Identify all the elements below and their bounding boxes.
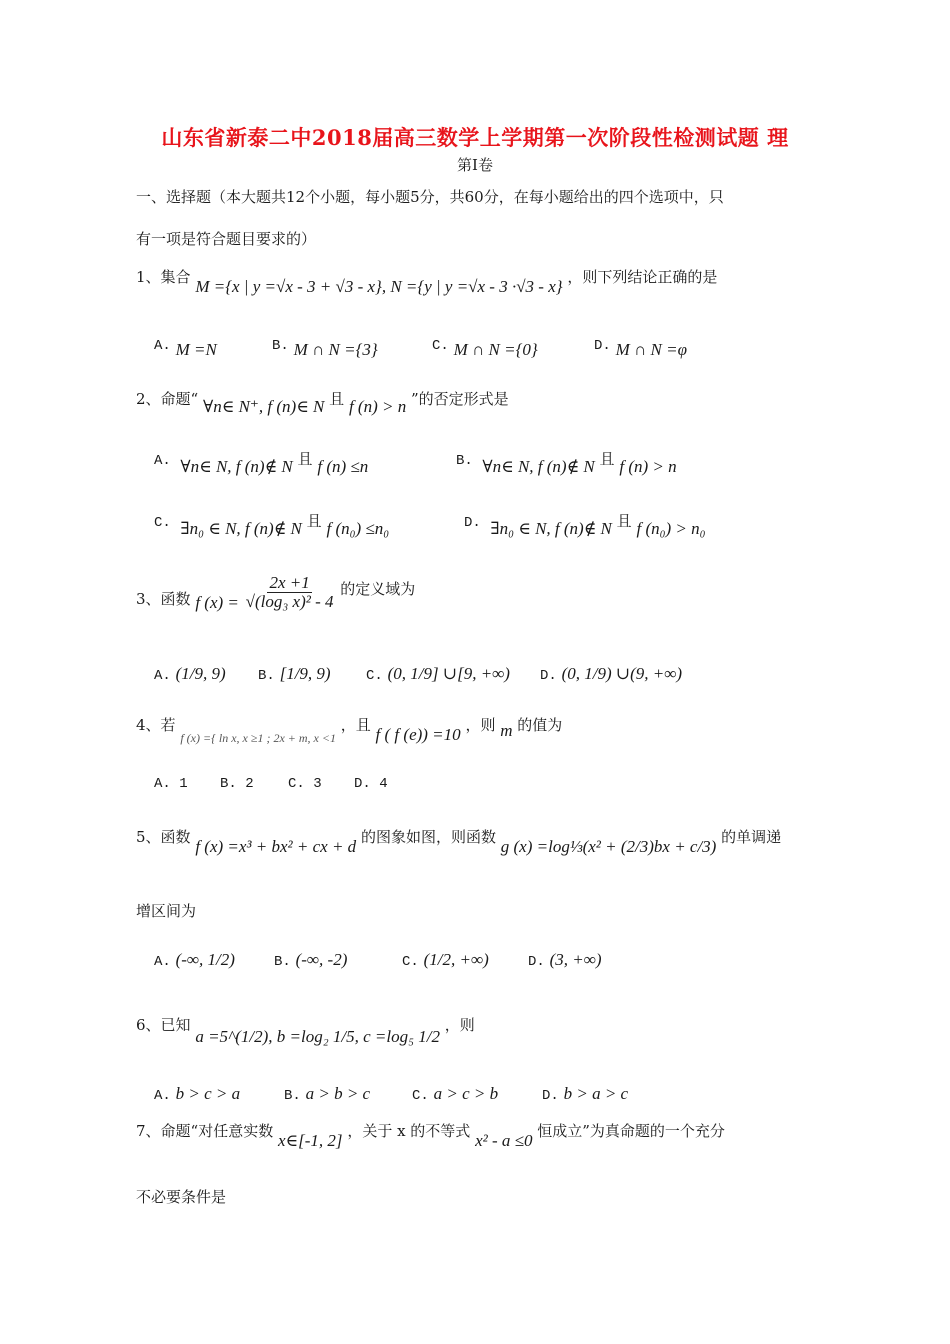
question-7-cont: 不必要条件是 [136, 1188, 227, 1206]
q1-option-b: B. M ∩ N ={3} [272, 338, 378, 359]
q5-option-c: C. (1/2, +∞) [402, 950, 489, 970]
q6-math: a =5^(1/2), b =log₂ 1/5, c =log₅ 1/2 [195, 1027, 440, 1046]
q2-option-d: D. ∃n₀ ∈ N, f (n)∉ N 且 f (n₀) > n₀ [464, 512, 706, 538]
section-instructions: 一、选择题（本大题共12个小题，每小题5分，共60分，在每小题给出的四个选项中，只 [136, 188, 724, 206]
question-4: 4、若 $_{f (x) =\{ ln x, x \ge 1 ; 2x + m, x <1}$ ，且 f ( f (e)) =10 ，则 m 的值为 [136, 716, 563, 745]
q2-math2: f (n) > n [348, 397, 407, 416]
q4-option-b: B. 2 [220, 776, 254, 792]
q1-math: M ={x | y =√x - 3 + √3 - x}, N ={y | y =√x - 3 ·√3 - x} [195, 277, 563, 296]
question-7: 7、命题“对任意实数 x∈[-1, 2] ，关于 x 的不等式 x² - a ≤0 恒成立”为真命题的一个充分 [136, 1122, 725, 1150]
q5-option-d: D. (3, +∞) [528, 950, 602, 970]
q7-math2: x² - a ≤0 [475, 1131, 533, 1150]
q4-option-c: C. 3 [288, 776, 322, 792]
q4-option-d: D. 4 [354, 776, 388, 792]
paper-subtitle: 第Ⅰ卷 [457, 156, 493, 174]
q5-option-b: B. (-∞, -2) [274, 950, 348, 970]
q6-option-d: D. b > a > c [542, 1084, 629, 1104]
q5-option-a: A. (-∞, 1/2) [154, 950, 235, 970]
question-3: 3、函数 f (x) = $\frac{2x +1}{\text{√(log₃ x)² - 4}}$ 的定义域为 [136, 573, 416, 613]
q3-lhs: f (x) = [195, 593, 239, 613]
q3-option-b: B. [1/9, 9) [258, 664, 331, 684]
q1-prefix: 1、集合 [136, 268, 191, 286]
q3-option-d: D. (0, 1/9) ∪(9, +∞) [540, 664, 683, 684]
q3-option-c: C. (0, 1/9] ∪[9, +∞) [366, 664, 510, 684]
q1-option-a: A. M =N [154, 338, 217, 359]
q2-math: ∀n∈ N⁺, f (n)∈ N [203, 397, 325, 416]
question-2: 2、命题“ ∀n∈ N⁺, f (n)∈ N 且 f (n) > n ”的否定形式是 [136, 390, 509, 416]
q5-math2: g (x) =log⅓(x² + (2/3)bx + c/3) [500, 837, 717, 856]
q6-option-b: B. a > b > c [284, 1084, 371, 1104]
q2-option-b: B. ∀n∈ N, f (n)∉ N 且 f (n) > n [456, 450, 677, 476]
q4-math: f ( f (e)) =10 [375, 725, 461, 744]
question-1 [136, 266, 718, 296]
question-5: 5、函数 f (x) =x³ + bx² + cx + d 的图象如图，则函数 g (x) =log⅓(x² + (2/3)bx + c/3) 的单调递 [136, 828, 782, 856]
q7-math: x∈[-1, 2] [278, 1131, 343, 1150]
page-title: 山东省新泰二中2018届高三数学上学期第一次阶段性检测试题 理 [161, 125, 789, 150]
q4-option-a: A. 1 [154, 776, 188, 792]
section-instructions-cont: 有一项是符合题目要求的） [136, 230, 317, 248]
q1-suffix: ，则下列结论正确的是 [567, 268, 718, 286]
q2-option-c: C. ∃n₀ ∈ N, f (n)∉ N 且 f (n₀) ≤n₀ [154, 512, 390, 538]
q3-fraction: $\frac{2x +1}{\text{√(log₃ x)² - 4}}$ [245, 573, 334, 611]
q4-piecewise: f (x) ={ ln x, x ≥1 ; 2x + m, x <1 [180, 731, 336, 745]
q6-option-c: C. a > c > b [412, 1084, 499, 1104]
question-5-cont: 增区间为 [136, 902, 197, 920]
q6-option-a: A. b > c > a [154, 1084, 241, 1104]
q1-option-d: D. M ∩ N =φ [594, 338, 687, 359]
q5-math: f (x) =x³ + bx² + cx + d [195, 837, 357, 856]
q1-option-c: C. M ∩ N ={0} [432, 338, 538, 359]
q2-option-a: A. ∀n∈ N, f (n)∉ N 且 f (n) ≤n [154, 450, 369, 476]
q3-option-a: A. (1/9, 9) [154, 664, 226, 684]
question-6: 6、已知 a =5^(1/2), b =log₂ 1/5, c =log₅ 1/2 ，则 [136, 1016, 475, 1046]
